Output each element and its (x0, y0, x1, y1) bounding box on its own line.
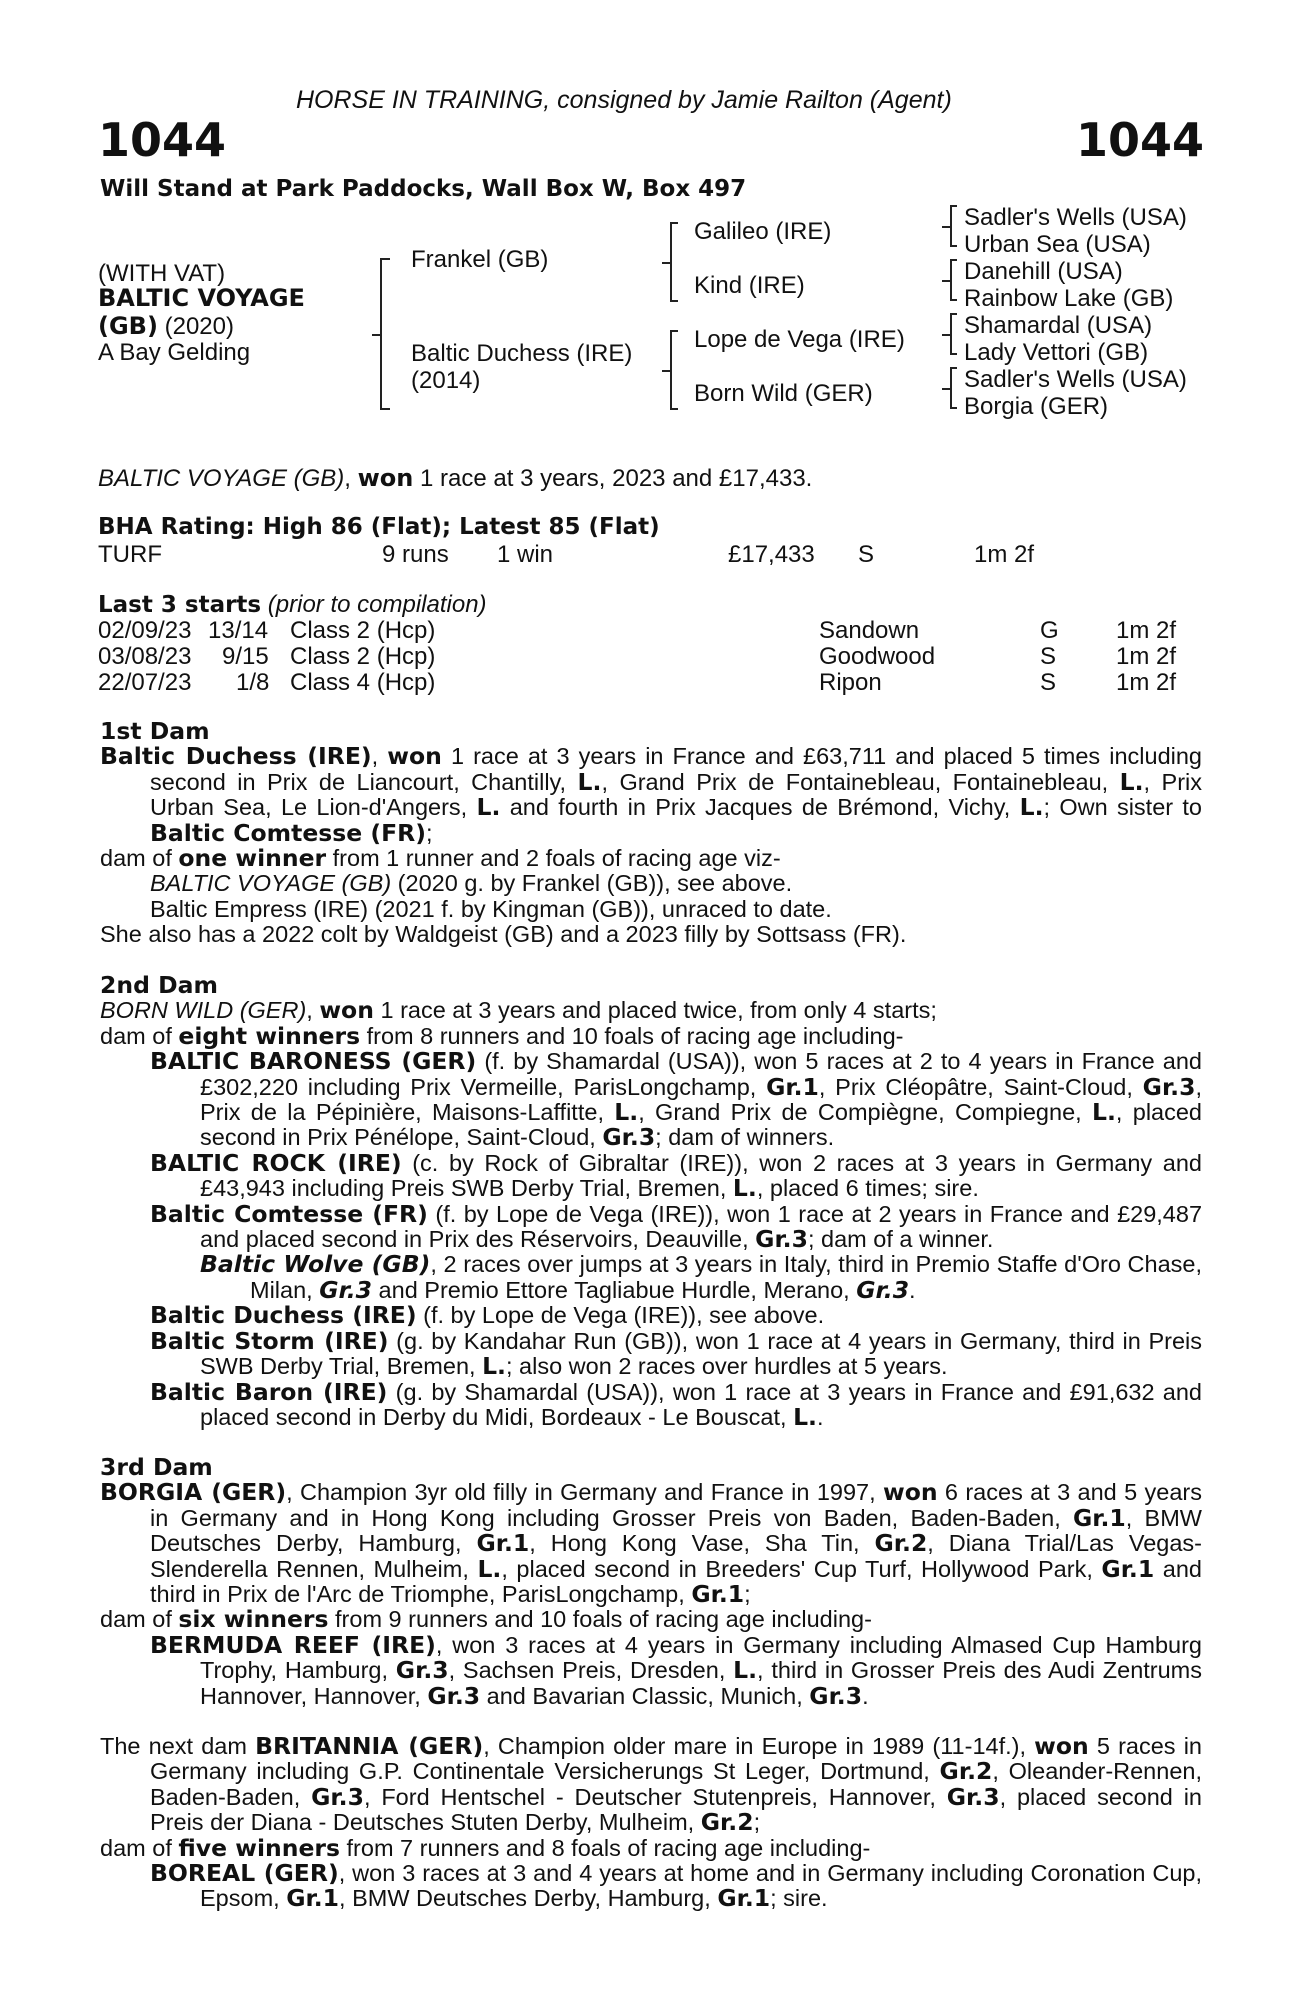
pedigree-dam-year: (2014) (411, 367, 481, 394)
list-item: Baltic Empress (IRE) (2021 f. by Kingman (GB)), unraced to date. (150, 895, 832, 922)
pedigree-ggp-3: Danehill (USA) (964, 258, 1123, 285)
start-going: G (1040, 617, 1059, 644)
start-distance: 1m 2f (1116, 669, 1177, 696)
horse-year: (2020) (164, 313, 234, 340)
rating-heading: BHA Rating: High 86 (Flat); Latest 85 (Flat) (98, 514, 660, 540)
pedigree-dam-sire: Lope de Vega (IRE) (694, 326, 905, 353)
horse-description: A Bay Gelding (98, 339, 251, 366)
summary-horse: BALTIC VOYAGE (GB) (98, 465, 345, 492)
next-dam-record: The next dam BRITANNIA (GER), Champion older mare in Europe in 1989 (11-14f.), won 5 races in Germany including G.P. Continentale Versicherungs St Leger, Dortmund, Gr.2, Oleander-Rennen, Baden-Baden, Gr.3, Ford Hentschel - Deutscher Stutenpreis, Hannover, Gr.3, placed second in Preis der Diana - Deutsches Stuten Derby, Mulheim, Gr.2; (100, 1732, 1203, 1837)
first-dam-record: Baltic Duchess (IRE), won 1 race at 3 years in France and £63,711 and placed 5 times including second in Prix de Liancourt, Chantilly, L., Grand Prix de Fontainebleau, Fontainebleau, L., Prix Urban Sea, Le Lion-d'Angers, L. and fourth in Prix Jacques de Brémond, Vichy, L.; Own sister to Baltic Comtesse (FR); (100, 742, 1203, 847)
list-item: Baltic Comtesse (FR) (f. by Lope de Vega (IRE)), won 1 race at 2 years in France and £29,487 and placed second in Prix des Réservoirs, Deauville, Gr.3; dam of a winner. (150, 1199, 1203, 1254)
start-class: Class 2 (Hcp) (290, 617, 436, 644)
lot-number-left: 1044 (98, 113, 227, 167)
summary-won: won (357, 464, 414, 492)
third-dam-heading: 3rd Dam (100, 1453, 213, 1481)
start-class: Class 2 (Hcp) (290, 643, 436, 670)
third-dam-section (100, 1455, 1202, 1709)
start-position: 13/14 (208, 617, 269, 644)
horse-name: BALTIC VOYAGE (98, 284, 305, 312)
last-starts-title: Last 3 starts (98, 592, 262, 618)
start-date: 03/08/23 (98, 643, 192, 670)
list-item: Baltic Baron (IRE) (g. by Shamardal (USA)), won 1 race at 3 years in France and £91,632 and placed second in Derby du Midi, Bordeaux - Le Bouscat, L.. (150, 1377, 1202, 1431)
start-going: S (1040, 643, 1057, 670)
lot-number-right: 1044 (1075, 113, 1204, 167)
last-starts-heading (98, 591, 487, 619)
rating-distance: 1m 2f (974, 541, 1035, 568)
rating-going: S (858, 541, 875, 568)
pedigree-ggp-7: Sadler's Wells (USA) (964, 366, 1187, 393)
list-item: Baltic Duchess (IRE) (f. by Lope de Vega (IRE)), see above. (150, 1301, 825, 1330)
start-going: S (1040, 669, 1057, 696)
list-item: BOREAL (GER), won 3 races at 3 and 4 years at home and in Germany including Coronation Cup, Epsom, Gr.1, BMW Deutsches Derby, Hamburg, Gr.1; sire. (150, 1859, 1202, 1913)
pedigree-ggp-2: Urban Sea (USA) (964, 231, 1151, 258)
start-course: Ripon (819, 669, 882, 696)
start-position: 1/8 (236, 669, 270, 696)
third-dam-produce-line: dam of six winners from 9 runners and 10 foals of racing age including- (100, 1605, 872, 1634)
pedigree-brace-2 (950, 259, 957, 301)
pedigree-ggp-8: Borgia (GER) (964, 393, 1109, 420)
second-dam-record: BORN WILD (GER), won 1 race at 3 years and placed twice, from only 4 starts; (100, 996, 937, 1025)
won-label: won (387, 742, 442, 771)
list-item: BERMUDA REEF (IRE), won 3 races at 4 years in Germany including Almased Cup Hamburg Trophy, Hamburg, Gr.3, Sachsen Preis, Dresden, L., third in Grosser Preis des Audi Zentrums Hannover, Hannover, Gr.3 and Bavarian Classic, Munich, Gr.3. (150, 1630, 1203, 1710)
start-distance: 1m 2f (1116, 617, 1177, 644)
list-item: Baltic Storm (IRE) (g. by Kandahar Run (GB)), won 1 race at 4 years in Germany, third in Preis SWB Derby Trial, Bremen, L.; also won 2 races over hurdles at 5 years. (150, 1326, 1202, 1381)
pedigree-ggp-1: Sadler's Wells (USA) (964, 204, 1187, 231)
first-dam-also: She also has a 2022 colt by Waldgeist (GB) and a 2023 filly by Sottsass (FR). (100, 921, 907, 948)
pedigree-ggp-4: Rainbow Lake (GB) (964, 285, 1174, 312)
race-summary: BALTIC VOYAGE (GB), won 1 race at 3 years, 2023 and £17,433. (98, 464, 813, 492)
third-dam-name: BORGIA (GER) (100, 1478, 287, 1507)
rating-wins: 1 win (497, 541, 554, 568)
summary-rest: 1 race at 3 years, 2023 and £17,433. (413, 465, 813, 492)
pedigree-brace-3 (950, 313, 957, 355)
pedigree-ggp-5: Shamardal (USA) (964, 312, 1153, 339)
start-course: Goodwood (819, 643, 936, 670)
start-course: Sandown (819, 617, 920, 644)
pedigree-brace-4 (950, 367, 957, 409)
list-item: Baltic Wolve (GB), 2 races over jumps at 3 years in Italy, third in Premio Staffe d'Oro Chase, Milan, Gr.3 and Premio Ettore Tagliabue Hurdle, Merano, Gr.3. (200, 1250, 1202, 1304)
pedigree-brace-1 (950, 205, 957, 247)
pedigree-ggp-6: Lady Vettori (GB) (964, 339, 1149, 366)
pedigree-brace-main (380, 258, 390, 410)
pedigree-dam-dam: Born Wild (GER) (694, 380, 873, 407)
pedigree-sire: Frankel (GB) (411, 246, 549, 273)
next-dam-section (100, 1734, 1202, 1912)
second-dam-section (100, 973, 1202, 1430)
pedigree-dam: Baltic Duchess (IRE) (411, 340, 633, 367)
pedigree-sire-sire: Galileo (IRE) (694, 218, 832, 245)
second-dam-produce-line: dam of eight winners from 8 runners and 10 foals of racing age including- (100, 1021, 904, 1050)
first-dam-heading: 1st Dam (100, 717, 210, 745)
start-position: 9/15 (222, 643, 269, 670)
consignment-line: HORSE IN TRAINING, consigned by Jamie Railton (Agent) (296, 86, 952, 114)
next-dam-produce-line: dam of five winners from 7 runners and 8 foals of racing age including- (100, 1833, 871, 1862)
next-dam-name: BRITANNIA (GER) (255, 1732, 484, 1760)
pedigree-brace-sire (670, 222, 678, 302)
vat-note: (WITH VAT) (98, 260, 226, 287)
horse-origin: (GB) (98, 312, 158, 340)
list-item: BALTIC BARONESS (GER) (f. by Shamardal (USA)), won 5 races at 2 to 4 years in France and £302,220 including Prix Vermeille, ParisLongchamp, Gr.1, Prix Cléopâtre, Saint-Cloud, Gr.3, Prix de la Pépinière, Maisons-Laffitte, L., Grand Prix de Compiègne, Compiegne, L., placed second in Prix Pénélope, Saint-Cloud, Gr.3; dam of winners. (150, 1047, 1203, 1152)
start-date: 02/09/23 (98, 617, 192, 644)
horse-origin-year (98, 312, 234, 341)
first-dam-produce-line: dam of one winner from 1 runner and 2 foals of racing age viz- (100, 844, 781, 873)
last-starts-note: (prior to compilation) (267, 591, 487, 618)
start-class: Class 4 (Hcp) (290, 669, 436, 696)
rating-runs: 9 runs (382, 541, 449, 568)
second-dam-heading: 2nd Dam (100, 971, 218, 999)
stand-location: Will Stand at Park Paddocks, Wall Box W, Box 497 (100, 176, 747, 202)
list-item: BALTIC VOYAGE (GB) (2020 g. by Frankel (GB)), see above. (150, 870, 793, 897)
pedigree-sire-dam: Kind (IRE) (694, 272, 805, 299)
sister-name: Baltic Comtesse (FR) (150, 818, 426, 847)
start-distance: 1m 2f (1116, 643, 1177, 670)
pedigree-brace-dam (670, 330, 678, 410)
first-dam-name: Baltic Duchess (IRE) (100, 742, 372, 771)
second-dam-name: BORN WILD (GER) (100, 997, 307, 1024)
rating-surface: TURF (98, 541, 162, 568)
list-item: BALTIC ROCK (IRE) (c. by Rock of Gibraltar (IRE)), won 2 races at 3 years in Germany and £43,943 including Preis SWB Derby Trial, Bremen, L., placed 6 times; sire. (150, 1148, 1202, 1203)
rating-earnings: £17,433 (728, 541, 815, 568)
first-dam-section (100, 719, 1202, 948)
third-dam-record: BORGIA (GER), Champion 3yr old filly in Germany and France in 1997, won 6 races at 3 and 5 years in Germany and in Hong Kong including Grosser Preis von Baden, Baden-Baden, Gr.1, BMW Deutsches Derby, Hamburg, Gr.1, Hong Kong Vase, Sha Tin, Gr.2, Diana Trial/Las Vegas-Slenderella Rennen, Mulheim, L., placed second in Breeders' Cup Turf, Hollywood Park, Gr.1 and third in Prix de l'Arc de Triomphe, ParisLongchamp, Gr.1; (100, 1478, 1202, 1609)
start-date: 22/07/23 (98, 669, 192, 696)
